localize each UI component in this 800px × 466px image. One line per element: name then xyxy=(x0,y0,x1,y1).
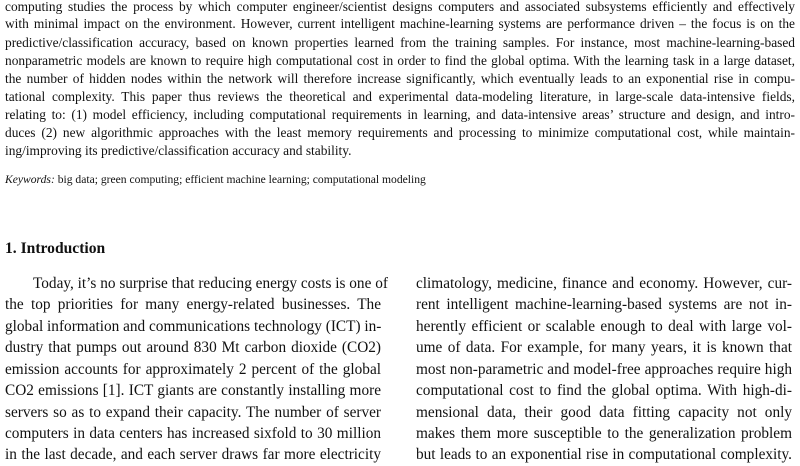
abstract-line: nonparametric models are known to require high computational cost in order to find the global optima. With the learning task in a large dataset, xyxy=(5,53,795,68)
body-line: herently efficient or scalable enough to deal with large vol- xyxy=(416,318,792,335)
abstract-line: tational complexity. This paper thus reviews the theoretical and experimental data-modeling literature, in large-scale data-intensive fields, xyxy=(5,89,795,104)
body-line: in the last decade, and each server draws far more electricity xyxy=(5,446,381,463)
body-line: computers in data centers has increased sixfold to 30 million xyxy=(5,425,381,442)
abstract-line: ing/improving its predictive/classification accuracy and stability. xyxy=(5,143,352,158)
keywords xyxy=(5,172,426,187)
body-line: most non-parametric and model-free approaches require high xyxy=(416,361,792,378)
abstract-line: with minimal impact on the environment. However, current intelligent machine-learning systems are performance driven – the focus is on the xyxy=(5,16,795,31)
abstract-line: predictive/classification accuracy, based on known properties learned from the training samples. For instance, most machine-learning-based xyxy=(5,35,795,50)
abstract-line: the number of hidden nodes within the network will therefore increase significantly, which eventually leads to an exponential rise in compu- xyxy=(5,71,795,86)
body-line: emission accounts for approximately 2 percent of the global xyxy=(5,361,381,378)
body-line: dustry that pumps out around 830 Mt carbon dioxide (CO2) xyxy=(5,339,381,356)
body-line: mensional data, their good data fitting capacity not only xyxy=(416,404,792,421)
section-heading: 1. Introduction xyxy=(5,240,106,257)
body-line: rent intelligent machine-learning-based systems are not in- xyxy=(416,296,792,313)
abstract-line: duces (2) new algorithmic approaches with the least memory requirements and processing to minimize computational cost, while maintain- xyxy=(5,125,795,140)
body-line: computational cost to find the global optima. With high-di- xyxy=(416,382,792,399)
body-line: servers so as to expand their capacity. The number of server xyxy=(5,404,381,421)
body-line: the top priorities for many energy-related businesses. The xyxy=(5,296,381,313)
body-line: ume of data. For example, for many years, it is known that xyxy=(416,339,792,356)
keywords-text: big data; green computing; efficient machine learning; computational modeling xyxy=(54,173,426,186)
body-line: makes them more susceptible to the generalization problem xyxy=(416,425,792,442)
body-line: Today, it’s no surprise that reducing energy costs is one of xyxy=(33,275,388,292)
body-line: CO2 emissions [1]. ICT giants are constantly installing more xyxy=(5,382,381,399)
abstract-line: computing studies the process by which computer engineer/scientist designs computers and associated subsystems efficiently and effectively xyxy=(5,0,795,14)
body-line: global information and communications technology (ICT) in- xyxy=(5,318,382,335)
keywords-label: Keywords: xyxy=(5,173,55,186)
body-line: but leads to an exponential rise in computational complexity. xyxy=(416,446,792,463)
abstract-line: relating to: (1) model efficiency, including computational requirements in learning, and data-intensive areas’ structure and design, and intro- xyxy=(5,107,795,122)
body-line: climatology, medicine, finance and economy. However, cur- xyxy=(416,275,792,292)
